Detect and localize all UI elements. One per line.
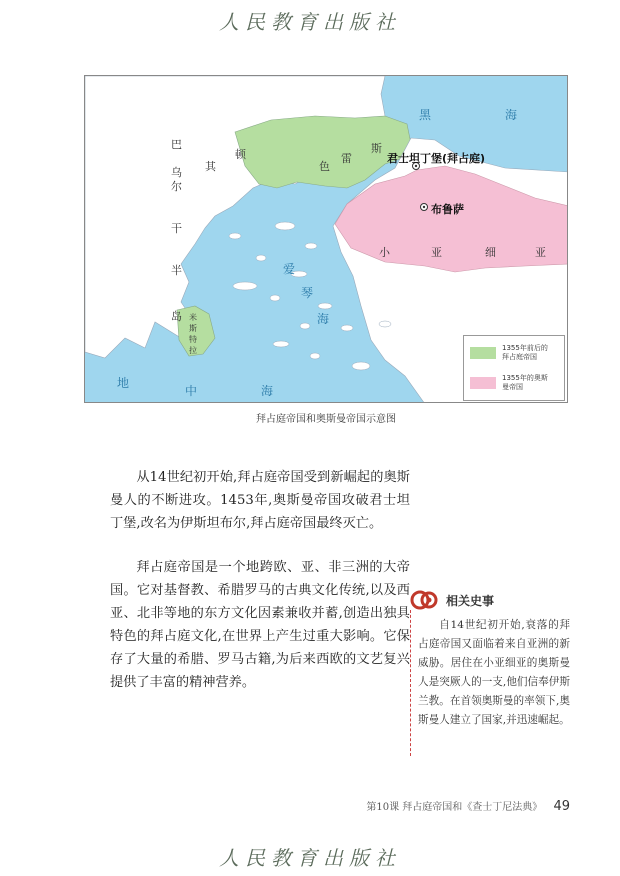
map-label-thrace: 斯 [371, 142, 382, 155]
sidebar-text: 自14世纪初开始,衰落的拜占庭帝国又面临着来自亚洲的新威胁。居住在小亚细亚的奥斯曼人是突厥人的一支,他们信奉伊斯兰教。在首领奥斯曼的率领下,奥斯曼人建立了国家,并迅速崛起。 [418, 619, 570, 726]
map-label-mediterranean: 中 [185, 384, 198, 398]
historical-map [84, 75, 568, 403]
map-label-balkan: 乌 [171, 166, 182, 179]
body-paragraph-1: 从14世纪初开始,拜占庭帝国受到新崛起的奥斯曼人的不断进攻。1453年,奥斯曼帝国攻破君士坦丁堡,改名为伊斯坦布尔,拜占庭帝国最终灭亡。 [110, 470, 410, 531]
legend-label-ottoman: 1355年的奥斯曼帝国 [502, 374, 548, 391]
body-paragraph-2: 拜占庭帝国是一个地跨欧、亚、非三洲的大帝国。它对基督教、希腊罗马的古典文化传统,以及西亚、北非等地的东方文化因素兼收并蓄,创造出独具特色的拜占庭文化,在世界上产生过重大影响。它保存了大量的希腊、罗马古籍,为后来西欧的文艺复兴提供了丰富的精神营养。 [110, 560, 410, 690]
map-label-balkan: 半 [171, 264, 182, 277]
legend-item-byzantine [470, 344, 552, 362]
map-label-black-sea: 海 [505, 108, 518, 122]
map-label-mediterranean: 地 [117, 376, 130, 390]
map-label-bursa: 布鲁萨 [431, 203, 464, 216]
map-legend [463, 335, 565, 401]
map-label-balkan: 岛 [171, 310, 182, 323]
page-footer [280, 798, 570, 814]
map-label-aegean: 海 [317, 312, 330, 326]
map-label-macedonia: 其 [205, 160, 216, 173]
related-history-sidebar [410, 578, 570, 756]
map-label-balkan: 干 [171, 222, 182, 235]
map-label-mistra: 米斯特拉 [189, 313, 197, 355]
publisher-footer: 人民教育出版社 [219, 846, 401, 870]
footer-lesson-title: 第10课 拜占庭帝国和《查士丁尼法典》 [366, 802, 543, 813]
map-label-black-sea: 黑 [419, 108, 432, 122]
sidebar-title: 相关史事 [446, 594, 495, 608]
legend-swatch-byzantine [470, 347, 496, 359]
map-label-asia-minor: 亚 [431, 246, 442, 259]
map-label-aegean: 琴 [301, 286, 314, 300]
map-label-asia-minor: 小 [379, 246, 390, 259]
map-label-balkan: 尔 [171, 180, 182, 193]
page-number: 49 [553, 799, 570, 814]
map-caption: 拜占庭帝国和奥斯曼帝国示意图 [256, 414, 396, 425]
map-label-asia-minor: 亚 [535, 246, 546, 259]
legend-swatch-ottoman [470, 377, 496, 389]
map-label-thrace: 色 [319, 160, 330, 173]
map-label-balkan: 巴 [171, 138, 182, 151]
map-label-constantinople: 君士坦丁堡(拜占庭) [387, 152, 486, 165]
publisher-header: 人民教育出版社 [219, 10, 401, 34]
map-label-mediterranean: 海 [261, 384, 274, 398]
map-label-asia-minor: 细 [485, 246, 496, 259]
legend-item-ottoman [470, 374, 552, 392]
legend-label-byzantine: 1355年前后的拜占庭帝国 [502, 344, 548, 361]
map-label-aegean: 爱 [283, 262, 296, 276]
map-label-thrace: 雷 [341, 152, 352, 165]
map-label-macedonia: 顿 [235, 148, 246, 161]
